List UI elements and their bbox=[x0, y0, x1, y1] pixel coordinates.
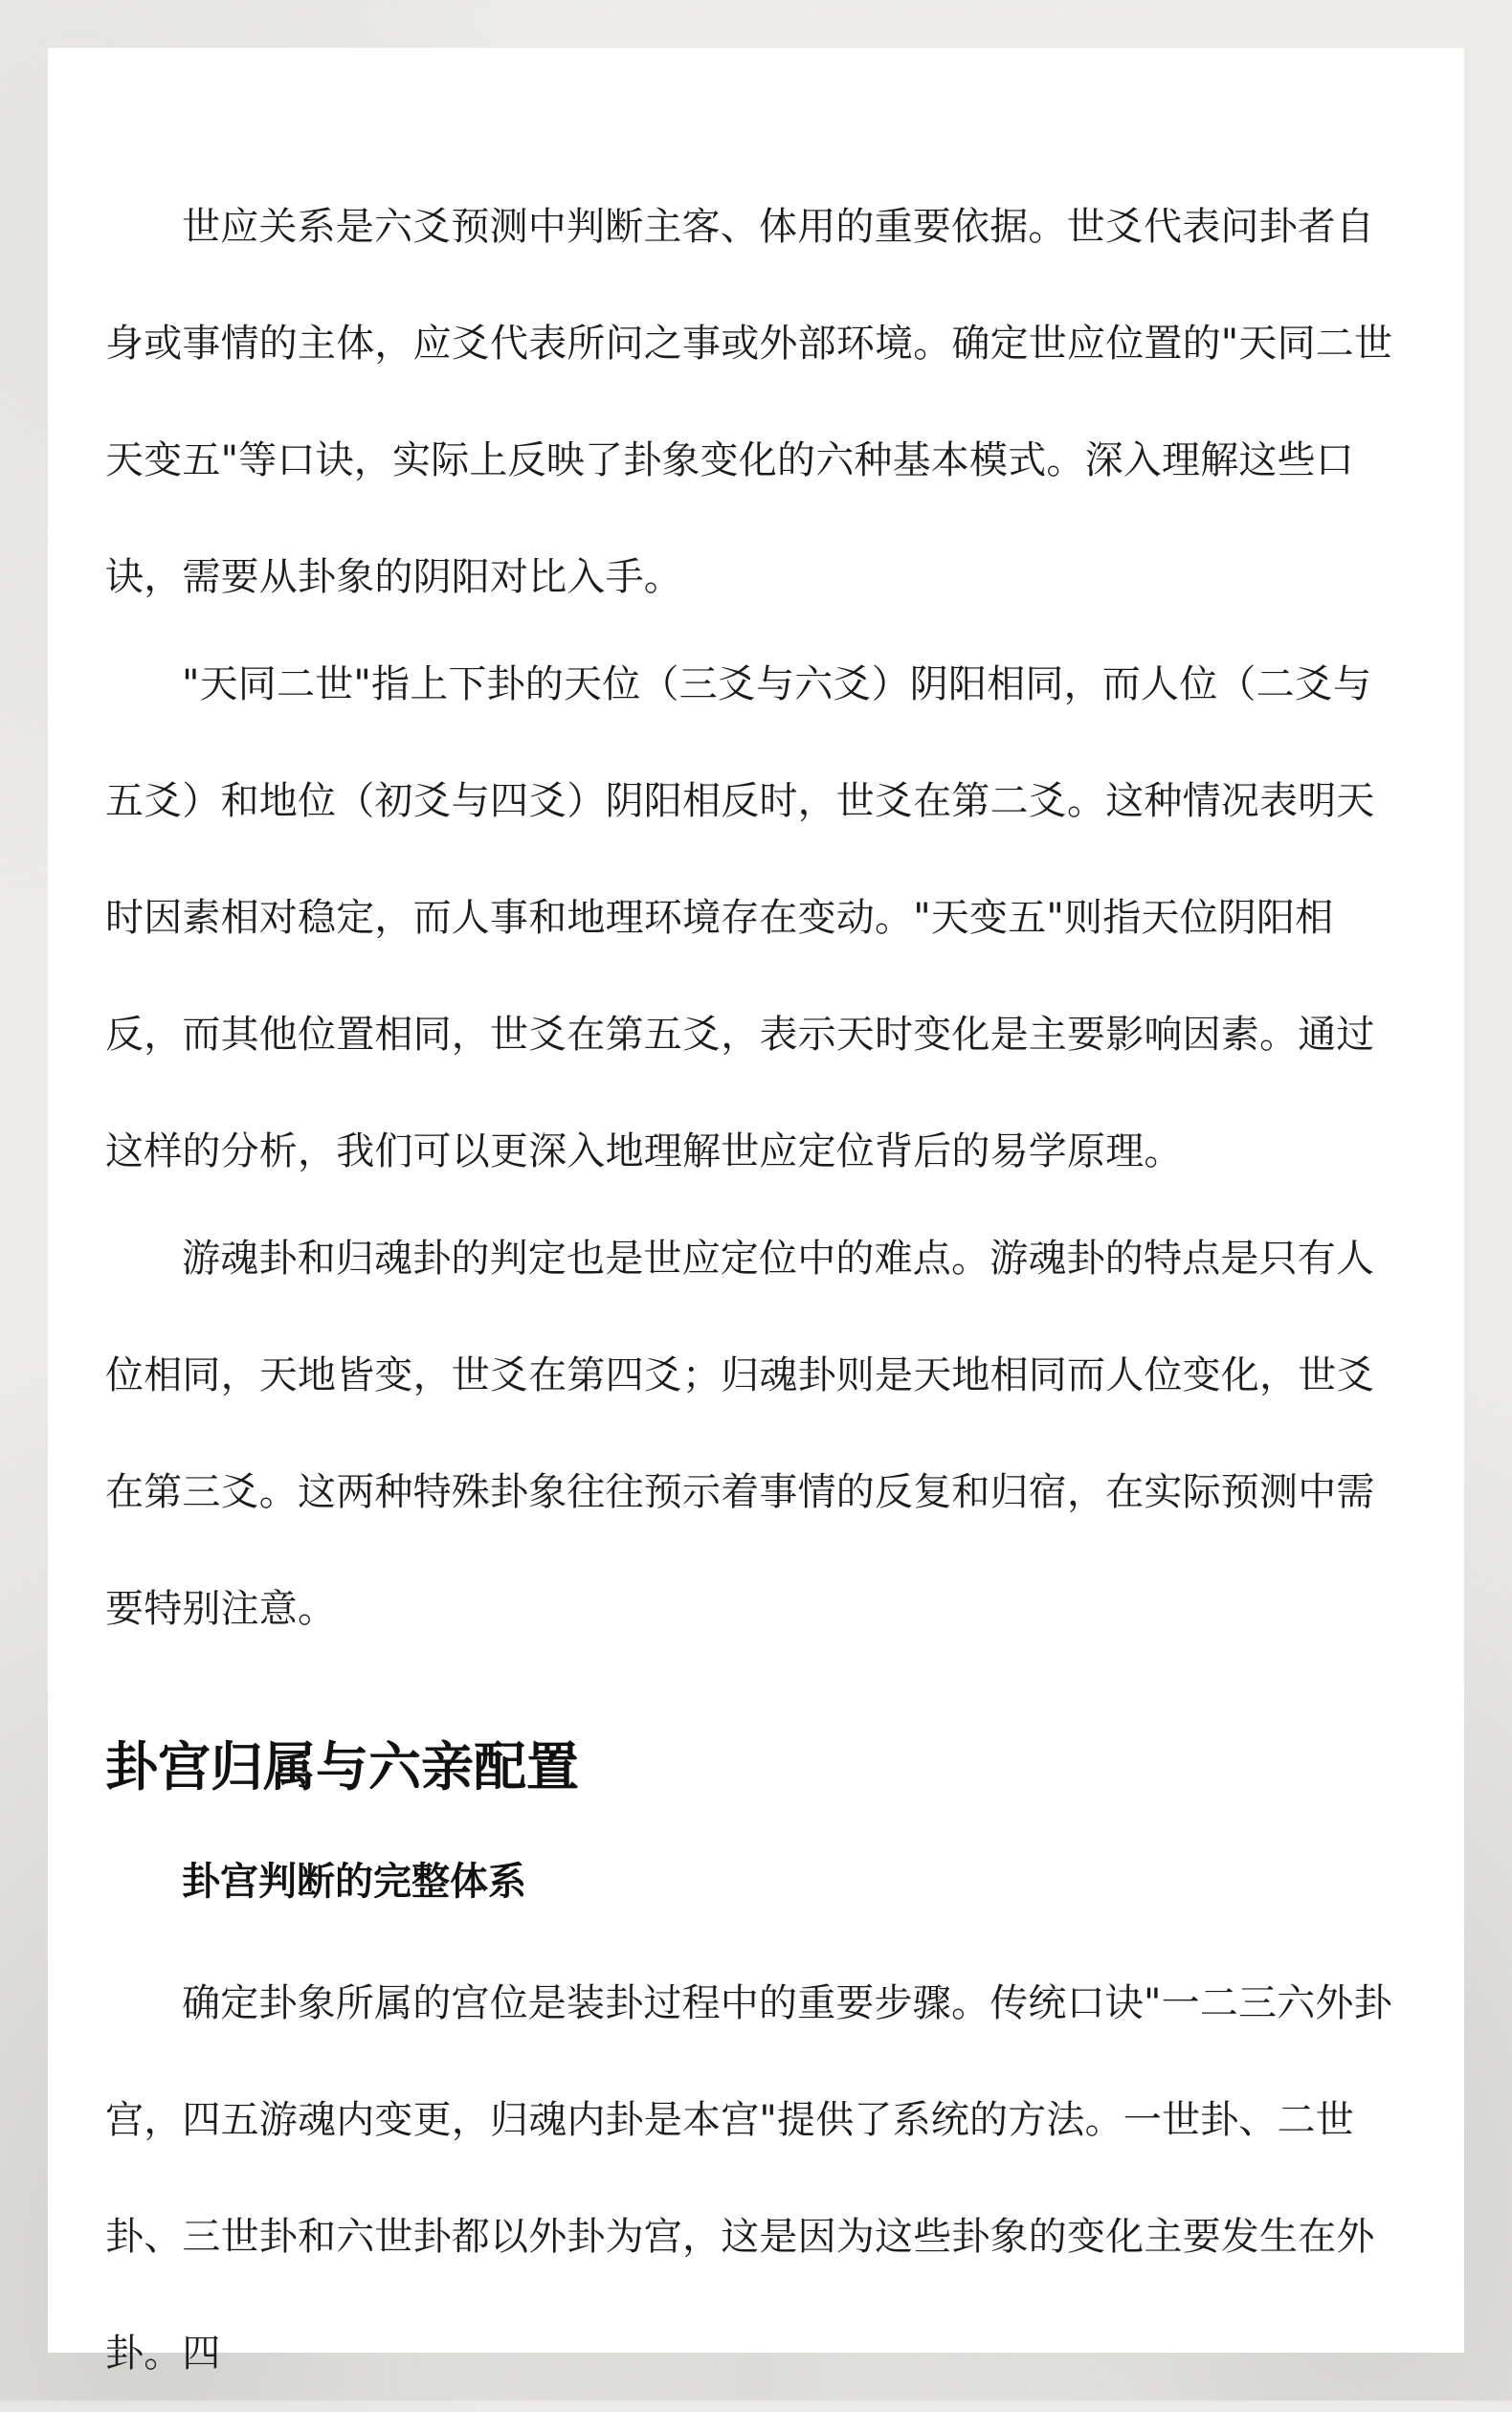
subsection-title: 卦宫判断的完整体系 bbox=[182, 1860, 526, 1904]
section-title: 卦宫归属与六亲配置 bbox=[105, 1736, 580, 1798]
paragraph-gua-gong: 确定卦象所属的宫位是装卦过程中的重要步骤。传统口诀"一二三六外卦宫，四五游魂内变更，归魂内卦是本宫"提供了系统的方法。一世卦、二世卦、三世卦和六世卦都以外卦为宫，这是因为这些卦象的变化主要发生在外卦。四 bbox=[105, 1981, 1392, 2376]
paragraph-you-hun-gui-hun: 游魂卦和归魂卦的判定也是世应定位中的难点。游魂卦的特点是只有人位相同，天地皆变，世爻在第四爻；归魂卦则是天地相同而人位变化，世爻在第三爻。这两种特殊卦象往往预示着事情的反复和归宿，在实际预测中需要特别注意。 bbox=[105, 1237, 1375, 1631]
paragraph-tian-tong-er-shi: "天同二世"指上下卦的天位（三爻与六爻）阴阳相同，而人位（二爻与五爻）和地位（初爻与四爻）阴阳相反时，世爻在第二爻。这种情况表明天时因素相对稳定，而人事和地理环境存在变动。"天变五"则指天位阴阳相反，而其他位置相同，世爻在第五爻，表示天时变化是主要影响因素。通过这样的分析，我们可以更深入地理解世应定位背后的易学原理。 bbox=[105, 662, 1375, 1173]
document-content bbox=[105, 48, 1405, 2412]
document-page bbox=[48, 48, 1464, 2376]
paragraph-shi-ying-intro: 世应关系是六爻预测中判断主客、体用的重要依据。世爻代表问卦者自身或事情的主体，应爻代表所问之事或外部环境。确定世应位置的"天同二世天变五"等口诀，实际上反映了卦象变化的六种基本模式。深入理解这些口诀，需要从卦象的阴阳对比入手。 bbox=[105, 205, 1393, 599]
